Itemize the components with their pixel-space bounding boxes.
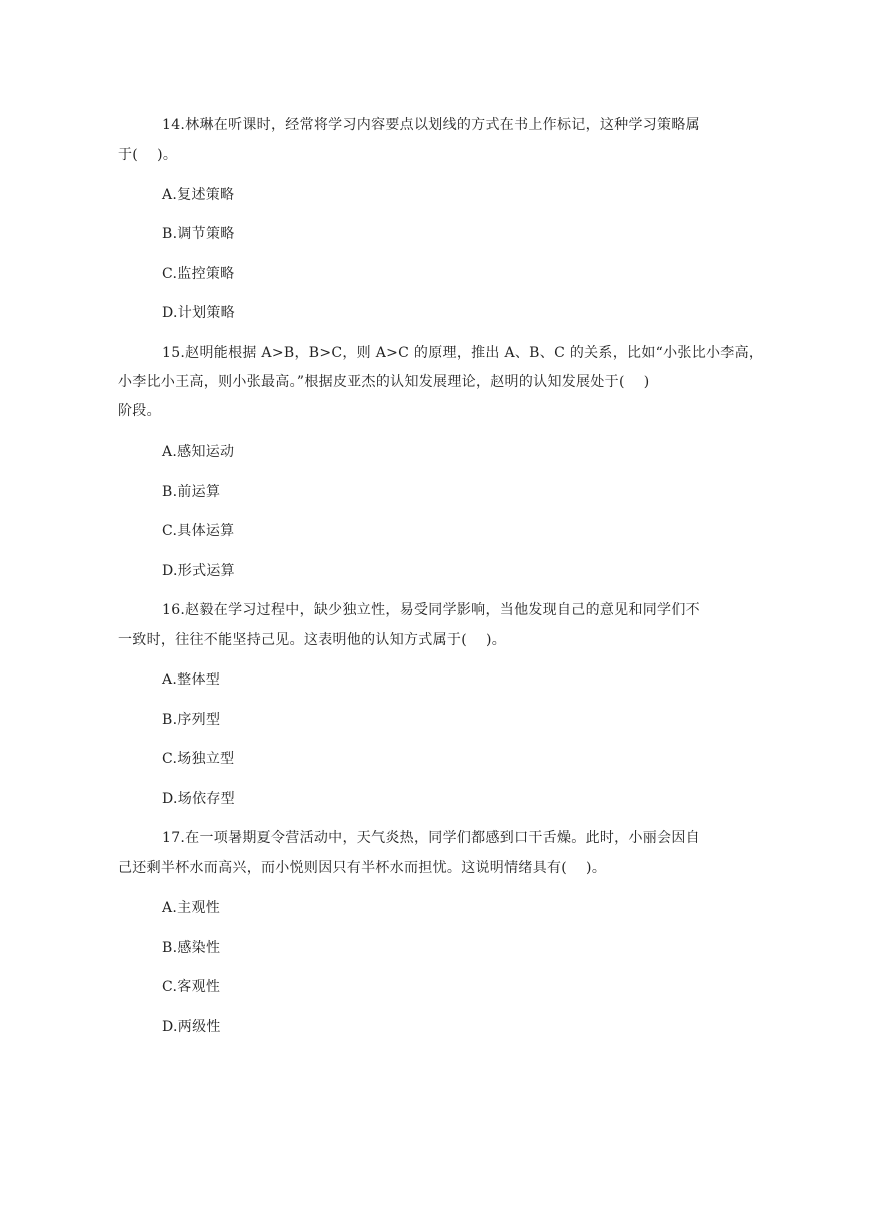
question-17-option-d: D.两级性 <box>162 1019 221 1035</box>
question-14-option-b: B.调节策略 <box>162 226 235 242</box>
question-14-option-d: D.计划策略 <box>162 305 235 321</box>
question-17-option-a: A.主观性 <box>162 900 221 916</box>
question-16-option-a: A.整体型 <box>162 672 221 688</box>
question-17-line-1: 17.在一项暑期夏令营活动中，天气炎热，同学们都感到口干舌燥。此时，小丽会因自 <box>162 830 700 846</box>
question-15-option-a: A.感知运动 <box>162 444 235 460</box>
question-17-option-b: B.感染性 <box>162 940 221 956</box>
question-15-option-b: B.前运算 <box>162 484 221 500</box>
question-15-line-1: 15.赵明能根据 A>B，B>C，则 A>C 的原理，推出 A、B、C 的关系，比如“小张比小李高， <box>162 345 764 361</box>
question-16-option-d: D.场依存型 <box>162 791 235 807</box>
question-15-option-d: D.形式运算 <box>162 563 235 579</box>
question-16-line-2: 一致时，往往不能坚持己见。这表明他的认知方式属于( )。 <box>118 632 507 648</box>
question-17-line-2: 己还剩半杯水而高兴，而小悦则因只有半杯水而担忧。这说明情绪具有( )。 <box>118 860 607 876</box>
question-14-option-a: A.复述策略 <box>162 187 235 203</box>
question-14-line-1: 14.林琳在听课时，经常将学习内容要点以划线的方式在书上作标记，这种学习策略属 <box>162 117 700 133</box>
question-14-option-c: C.监控策略 <box>162 266 235 282</box>
question-15-line-2: 小李比小王高，则小张最高。”根据皮亚杰的认知发展理论，赵明的认知发展处于( ) <box>118 374 650 390</box>
question-14-line-2: 于( )。 <box>118 147 178 163</box>
question-16-option-c: C.场独立型 <box>162 751 235 767</box>
question-15-option-c: C.具体运算 <box>162 523 235 539</box>
question-16-option-b: B.序列型 <box>162 712 221 728</box>
question-16-line-1: 16.赵毅在学习过程中，缺少独立性，易受同学影响，当他发现自己的意见和同学们不 <box>162 602 700 618</box>
question-15-line-3: 阶段。 <box>118 403 161 419</box>
question-17-option-c: C.客观性 <box>162 979 221 995</box>
